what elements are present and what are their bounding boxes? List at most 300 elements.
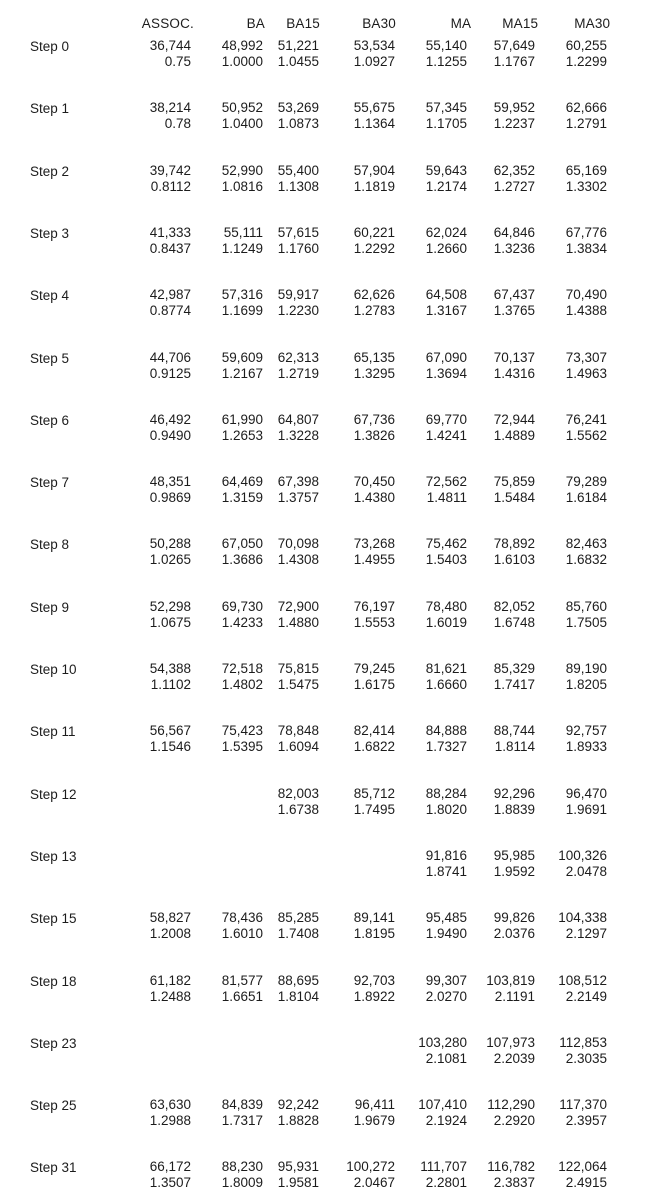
salary-index: 1.8933 — [565, 739, 607, 755]
salary-amount: 82,414 — [353, 723, 395, 739]
salary-index: 2.1081 — [425, 1050, 467, 1066]
step-label: Step 5 — [30, 350, 70, 366]
salary-index: 2.0376 — [493, 926, 535, 942]
table-cell — [239, 973, 319, 1005]
table-cell — [527, 474, 607, 506]
salary-amount: 59,609 — [221, 349, 263, 365]
table-cell — [527, 350, 607, 382]
salary-amount: 72,562 — [425, 474, 467, 490]
salary-amount: 75,423 — [221, 723, 263, 739]
salary-amount: 92,703 — [353, 972, 395, 988]
salary-index: 1.0400 — [221, 116, 263, 132]
table-cell — [239, 536, 319, 568]
table-cell — [455, 287, 535, 319]
salary-index: 1.7495 — [353, 801, 395, 817]
table-cell — [527, 910, 607, 942]
salary-index: 1.1255 — [425, 54, 467, 69]
salary-amount: 78,848 — [277, 723, 319, 739]
salary-index: 1.3159 — [221, 490, 263, 506]
step-label: Step 6 — [30, 412, 70, 428]
salary-index: 1.8195 — [353, 926, 395, 942]
step-label: Step 2 — [30, 163, 70, 179]
table-cell — [315, 1159, 395, 1191]
salary-amount: 50,288 — [149, 536, 191, 552]
salary-index: 1.6019 — [425, 614, 467, 630]
salary-index: 1.2660 — [425, 240, 467, 256]
column-header: MA — [450, 16, 472, 31]
salary-amount: 92,757 — [565, 723, 607, 739]
table-cell — [239, 38, 319, 70]
table-cell — [111, 723, 191, 755]
salary-index: 1.0675 — [149, 614, 191, 630]
salary-index: 2.1924 — [425, 1113, 467, 1129]
salary-index: 2.0270 — [425, 988, 467, 1004]
salary-index: 1.9691 — [565, 801, 607, 817]
salary-amount: 36,744 — [149, 38, 191, 53]
salary-amount: 67,050 — [221, 536, 263, 552]
table-cell — [527, 973, 607, 1005]
step-label: Step 15 — [30, 911, 77, 927]
salary-index: 2.1191 — [494, 988, 535, 1004]
salary-index: 1.7417 — [493, 677, 535, 692]
salary-index: 1.8009 — [221, 1175, 263, 1191]
salary-amount: 67,090 — [425, 349, 467, 365]
salary-amount: 75,462 — [425, 536, 467, 552]
salary-index: 2.2920 — [493, 1113, 535, 1129]
salary-index: 1.2299 — [565, 54, 607, 69]
table-cell — [527, 599, 607, 631]
salary-amount: 107,973 — [486, 1034, 535, 1050]
salary-index: 1.4880 — [277, 614, 319, 630]
salary-amount: 107,410 — [418, 1097, 467, 1113]
table-cell — [527, 536, 607, 568]
salary-amount: 69,770 — [425, 411, 467, 427]
table-cell — [315, 38, 395, 70]
salary-index: 0.9869 — [149, 490, 191, 506]
table-cell — [527, 225, 607, 257]
salary-index: 1.3765 — [493, 303, 535, 319]
table-cell — [111, 661, 191, 693]
salary-index: 1.0265 — [149, 552, 191, 568]
salary-index: 1.4388 — [565, 303, 607, 319]
table-cell — [527, 1035, 607, 1067]
salary-index: 1.9592 — [493, 863, 535, 879]
step-label: Step 25 — [30, 1098, 77, 1114]
salary-index: 1.2653 — [221, 427, 263, 443]
salary-amount: 67,736 — [353, 411, 395, 427]
table-cell — [111, 536, 191, 568]
salary-amount: 64,846 — [493, 224, 535, 240]
salary-amount: 100,326 — [558, 847, 607, 863]
salary-amount: 42,987 — [149, 287, 191, 303]
salary-amount: 48,351 — [149, 474, 191, 490]
salary-amount: 59,952 — [493, 100, 535, 116]
salary-index: 1.6822 — [353, 739, 395, 755]
table-cell — [527, 163, 607, 195]
table-cell — [111, 910, 191, 942]
salary-amount: 72,900 — [277, 598, 319, 614]
salary-index: 1.8828 — [277, 1113, 319, 1129]
table-cell — [239, 163, 319, 195]
salary-amount: 85,760 — [565, 598, 607, 614]
salary-amount: 62,626 — [353, 287, 395, 303]
salary-amount: 61,990 — [221, 411, 263, 427]
table-cell — [455, 163, 535, 195]
salary-index: 1.5484 — [493, 490, 535, 506]
salary-index: 1.9490 — [425, 926, 467, 942]
salary-amount: 81,577 — [221, 972, 263, 988]
salary-amount: 76,197 — [353, 598, 395, 614]
table-cell — [239, 412, 319, 444]
salary-amount: 92,296 — [493, 785, 535, 801]
table-cell — [455, 661, 535, 693]
salary-amount: 111,707 — [420, 1159, 467, 1175]
salary-index: 1.2008 — [149, 926, 191, 942]
salary-amount: 41,333 — [149, 224, 191, 240]
salary-amount: 103,819 — [486, 972, 535, 988]
salary-amount: 50,952 — [221, 100, 263, 116]
salary-amount: 95,485 — [425, 910, 467, 926]
table-cell — [239, 910, 319, 942]
table-cell — [239, 350, 319, 382]
table-cell — [315, 723, 395, 755]
table-cell — [239, 723, 319, 755]
salary-index: 1.7408 — [277, 926, 319, 942]
table-cell — [111, 350, 191, 382]
table-cell — [315, 287, 395, 319]
salary-amount: 79,245 — [353, 661, 395, 676]
salary-index: 1.2167 — [221, 365, 263, 381]
salary-index: 0.78 — [164, 116, 191, 132]
salary-index: 1.8839 — [493, 801, 535, 817]
salary-amount: 85,329 — [493, 661, 535, 676]
salary-index: 1.3236 — [493, 240, 535, 256]
table-cell — [239, 1159, 319, 1191]
table-cell — [315, 412, 395, 444]
salary-amount: 53,534 — [353, 38, 395, 53]
table-cell — [455, 38, 535, 70]
salary-index: 1.2237 — [493, 116, 535, 132]
table-cell — [315, 661, 395, 693]
salary-index: 2.3957 — [565, 1113, 607, 1129]
salary-index: 1.2292 — [353, 240, 395, 256]
salary-amount: 57,649 — [493, 38, 535, 53]
salary-amount: 59,917 — [277, 287, 319, 303]
column-header: ASSOC. — [141, 16, 195, 31]
salary-index: 1.5562 — [565, 427, 607, 443]
salary-index: 1.6651 — [221, 988, 263, 1004]
salary-amount: 57,345 — [425, 100, 467, 116]
salary-amount: 67,776 — [565, 224, 607, 240]
salary-amount: 89,141 — [353, 910, 395, 926]
salary-index: 1.6738 — [277, 801, 319, 817]
salary-index: 1.6103 — [493, 552, 535, 568]
salary-index: 0.8112 — [150, 178, 191, 194]
table-cell — [111, 412, 191, 444]
salary-amount: 65,169 — [565, 162, 607, 178]
table-cell — [527, 100, 607, 132]
salary-amount: 72,944 — [493, 411, 535, 427]
salary-index: 1.3826 — [353, 427, 395, 443]
table-cell — [455, 225, 535, 257]
salary-amount: 70,098 — [277, 536, 319, 552]
salary-amount: 75,815 — [277, 661, 319, 676]
salary-amount: 55,675 — [353, 100, 395, 116]
salary-amount: 65,135 — [353, 349, 395, 365]
salary-amount: 64,469 — [221, 474, 263, 490]
salary-amount: 39,742 — [149, 162, 191, 178]
salary-amount: 122,064 — [558, 1159, 607, 1175]
salary-amount: 70,450 — [353, 474, 395, 490]
salary-index: 1.4889 — [493, 427, 535, 443]
column-header: MA15 — [502, 16, 539, 31]
salary-amount: 84,839 — [221, 1097, 263, 1113]
salary-amount: 85,285 — [277, 910, 319, 926]
table-cell — [455, 848, 535, 880]
salary-index: 1.4955 — [353, 552, 395, 568]
salary-amount: 117,370 — [559, 1097, 607, 1113]
salary-index: 1.2230 — [277, 303, 319, 319]
salary-index: 1.5395 — [221, 739, 263, 755]
salary-amount: 88,230 — [221, 1159, 263, 1175]
salary-amount: 59,643 — [425, 162, 467, 178]
salary-index: 1.1546 — [149, 739, 191, 755]
salary-index: 1.3167 — [425, 303, 467, 319]
salary-amount: 58,827 — [149, 910, 191, 926]
salary-index: 1.0455 — [277, 54, 319, 69]
salary-amount: 112,290 — [487, 1097, 535, 1113]
step-label: Step 4 — [30, 288, 70, 304]
salary-index: 1.1705 — [425, 116, 467, 132]
salary-amount: 78,436 — [221, 910, 263, 926]
salary-amount: 67,398 — [277, 474, 319, 490]
salary-amount: 81,621 — [425, 661, 467, 676]
table-cell — [111, 38, 191, 70]
salary-index: 1.2783 — [353, 303, 395, 319]
table-cell — [315, 100, 395, 132]
step-label: Step 7 — [30, 475, 70, 491]
table-cell — [455, 1159, 535, 1191]
table-cell — [527, 786, 607, 818]
salary-amount: 55,140 — [425, 38, 467, 53]
salary-index: 1.4380 — [353, 490, 395, 506]
table-cell — [527, 661, 607, 693]
step-label: Step 3 — [30, 225, 70, 241]
salary-amount: 66,172 — [149, 1159, 191, 1175]
step-label: Step 12 — [30, 786, 77, 802]
salary-amount: 82,463 — [565, 536, 607, 552]
salary-amount: 44,706 — [149, 349, 191, 365]
salary-amount: 82,052 — [493, 598, 535, 614]
salary-index: 1.8922 — [353, 988, 395, 1004]
salary-index: 1.2727 — [493, 178, 535, 194]
table-cell — [315, 225, 395, 257]
salary-amount: 99,307 — [425, 972, 467, 988]
table-cell — [111, 1097, 191, 1129]
salary-index: 1.4802 — [221, 677, 263, 692]
salary-amount: 61,182 — [149, 972, 191, 988]
step-label: Step 0 — [30, 39, 70, 54]
table-cell — [239, 287, 319, 319]
step-label: Step 18 — [30, 973, 77, 989]
salary-amount: 63,630 — [149, 1097, 191, 1113]
salary-amount: 46,492 — [149, 411, 191, 427]
column-header: BA — [246, 16, 266, 31]
salary-amount: 70,137 — [493, 349, 535, 365]
salary-index: 1.0000 — [221, 54, 263, 69]
salary-index: 1.6832 — [565, 552, 607, 568]
salary-index: 1.1102 — [150, 677, 191, 692]
salary-index: 1.3694 — [425, 365, 467, 381]
salary-index: 1.7505 — [565, 614, 607, 630]
table-cell — [455, 100, 535, 132]
step-label: Step 31 — [30, 1160, 77, 1176]
step-label: Step 8 — [30, 537, 70, 553]
table-cell — [315, 350, 395, 382]
salary-index: 1.3686 — [221, 552, 263, 568]
table-cell — [455, 973, 535, 1005]
step-label: Step 11 — [30, 724, 76, 740]
table-cell — [315, 599, 395, 631]
salary-index: 1.6660 — [425, 677, 467, 692]
table-cell — [315, 536, 395, 568]
salary-index: 1.4316 — [493, 365, 535, 381]
salary-index: 0.8774 — [149, 303, 191, 319]
table-cell — [455, 599, 535, 631]
salary-index: 1.1699 — [221, 303, 263, 319]
salary-index: 1.3228 — [277, 427, 319, 443]
salary-amount: 89,190 — [565, 661, 607, 676]
step-label: Step 10 — [30, 662, 77, 677]
table-cell — [239, 225, 319, 257]
table-cell — [239, 474, 319, 506]
salary-amount: 78,480 — [425, 598, 467, 614]
salary-index: 1.9581 — [277, 1175, 319, 1191]
salary-amount: 60,221 — [353, 224, 395, 240]
salary-amount: 88,284 — [425, 785, 467, 801]
salary-amount: 55,400 — [277, 162, 319, 178]
salary-index: 1.8205 — [565, 677, 607, 692]
table-cell — [111, 973, 191, 1005]
table-cell — [239, 786, 319, 818]
salary-amount: 96,411 — [354, 1097, 395, 1113]
salary-index: 1.3295 — [353, 365, 395, 381]
column-header: BA30 — [362, 16, 397, 31]
table-cell — [315, 163, 395, 195]
column-header: MA30 — [574, 16, 611, 31]
salary-amount: 91,816 — [425, 847, 467, 863]
salary-index: 1.7317 — [221, 1113, 263, 1129]
salary-index: 1.9679 — [353, 1113, 395, 1129]
salary-index: 1.0873 — [277, 116, 319, 132]
salary-index: 2.1297 — [565, 926, 607, 942]
salary-index: 1.1819 — [353, 178, 395, 194]
salary-amount: 95,985 — [493, 847, 535, 863]
table-cell — [315, 1097, 395, 1129]
table-cell — [111, 225, 191, 257]
step-label: Step 13 — [30, 848, 77, 864]
salary-index: 1.8020 — [425, 801, 467, 817]
salary-amount: 73,307 — [565, 349, 607, 365]
table-cell — [111, 599, 191, 631]
salary-index: 2.3837 — [493, 1175, 535, 1191]
salary-index: 1.1308 — [277, 178, 319, 194]
salary-amount: 54,388 — [149, 661, 191, 676]
salary-amount: 57,615 — [277, 224, 319, 240]
salary-amount: 75,859 — [493, 474, 535, 490]
salary-index: 0.75 — [164, 54, 191, 69]
salary-index: 1.4811 — [426, 490, 467, 506]
salary-index: 1.0816 — [221, 178, 263, 194]
salary-index: 1.3834 — [565, 240, 607, 256]
salary-index: 2.0478 — [565, 863, 607, 879]
salary-amount: 88,695 — [277, 972, 319, 988]
salary-amount: 79,289 — [565, 474, 607, 490]
salary-amount: 70,490 — [565, 287, 607, 303]
salary-index: 2.4915 — [565, 1175, 607, 1191]
salary-amount: 116,782 — [487, 1159, 535, 1175]
table-cell — [527, 287, 607, 319]
salary-index: 1.4308 — [277, 552, 319, 568]
salary-index: 1.7327 — [425, 739, 467, 755]
table-cell — [455, 474, 535, 506]
salary-index: 1.1760 — [277, 240, 319, 256]
salary-amount: 53,269 — [277, 100, 319, 116]
salary-amount: 88,744 — [493, 723, 535, 739]
table-cell — [111, 100, 191, 132]
column-header: BA15 — [286, 16, 321, 31]
salary-amount: 112,853 — [559, 1034, 607, 1050]
salary-index: 2.2801 — [425, 1175, 467, 1191]
table-cell — [111, 474, 191, 506]
table-cell — [455, 536, 535, 568]
salary-amount: 72,518 — [221, 661, 263, 676]
salary-index: 1.8741 — [425, 863, 467, 879]
salary-amount: 52,298 — [149, 598, 191, 614]
salary-index: 0.9125 — [149, 365, 191, 381]
salary-amount: 62,352 — [493, 162, 535, 178]
table-cell — [527, 412, 607, 444]
salary-index: 1.4241 — [425, 427, 467, 443]
salary-index: 2.2039 — [493, 1050, 535, 1066]
table-cell — [239, 1097, 319, 1129]
salary-index: 1.5475 — [277, 677, 319, 692]
salary-index: 0.8437 — [149, 240, 191, 256]
table-cell — [315, 910, 395, 942]
salary-amount: 51,221 — [277, 38, 319, 53]
salary-index: 1.4233 — [221, 614, 263, 630]
salary-index: 1.6010 — [221, 926, 263, 942]
salary-index: 1.3302 — [565, 178, 607, 194]
salary-amount: 69,730 — [221, 598, 263, 614]
salary-amount: 82,003 — [277, 785, 319, 801]
salary-index: 1.2174 — [425, 178, 467, 194]
salary-amount: 96,470 — [565, 785, 607, 801]
salary-index: 1.2488 — [149, 988, 191, 1004]
table-cell — [111, 163, 191, 195]
salary-index: 1.4963 — [565, 365, 607, 381]
salary-amount: 84,888 — [425, 723, 467, 739]
salary-index: 1.0927 — [353, 54, 395, 69]
table-cell — [527, 1097, 607, 1129]
salary-amount: 62,666 — [565, 100, 607, 116]
salary-index: 1.3507 — [149, 1175, 191, 1191]
salary-index: 1.1364 — [353, 116, 395, 132]
table-cell — [527, 1159, 607, 1191]
table-cell — [527, 38, 607, 70]
salary-amount: 38,214 — [149, 100, 191, 116]
salary-amount: 64,508 — [425, 287, 467, 303]
